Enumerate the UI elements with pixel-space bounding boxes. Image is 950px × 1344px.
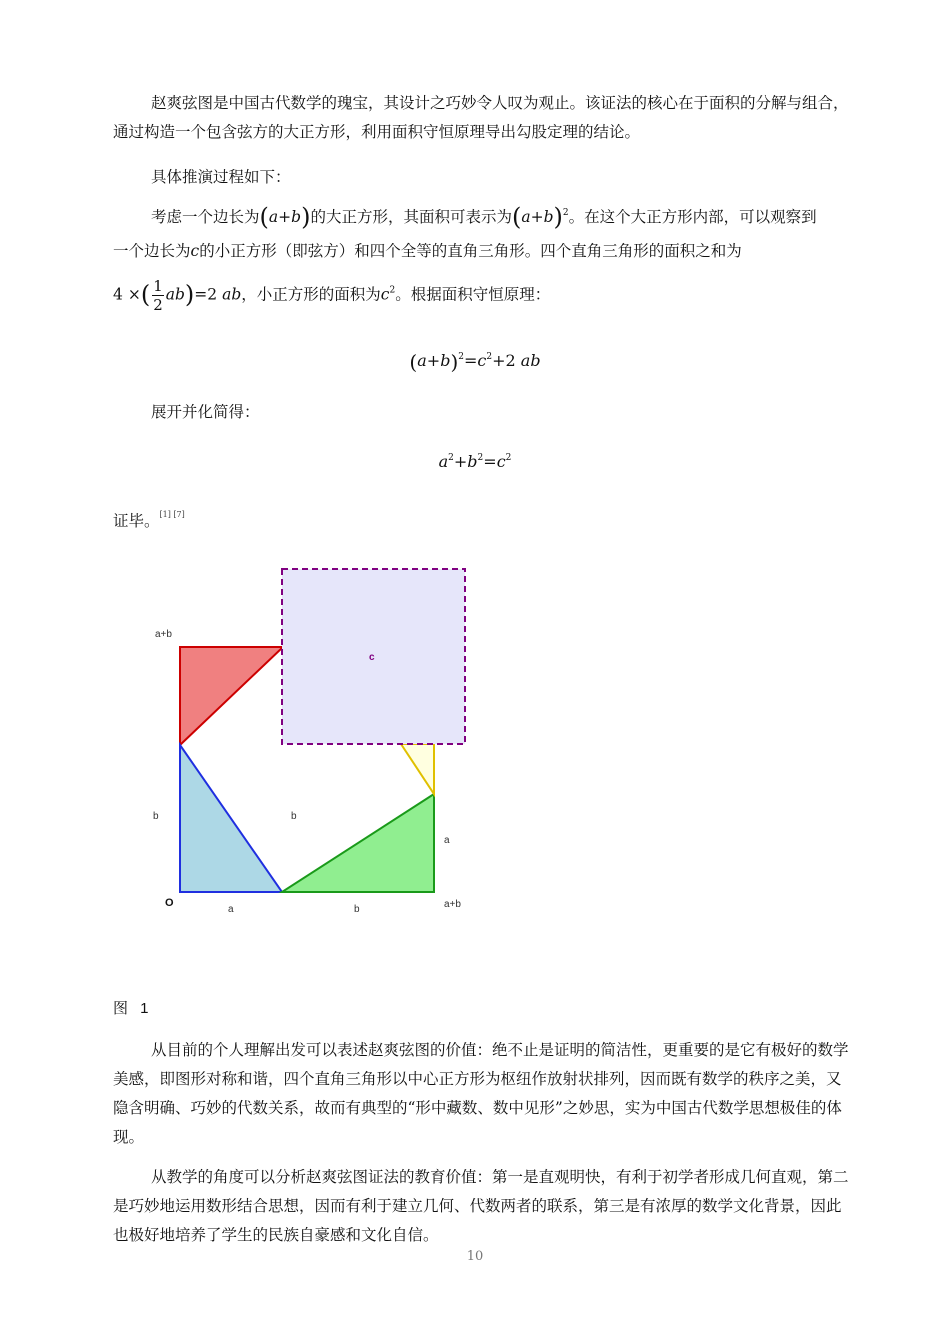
text-segment: 。在这个大正方形内部，可以观察到 <box>568 208 817 226</box>
paragraph-education: 从教学的角度可以分析赵爽弦图证法的教育价值：第一是直观明快，有利于初学者形成几何直观，第二是巧妙地运用数形结合思想，因而有利于建立几何、代数两者的联系，第三是有浓厚的数学文化背景，因此也极好地培养了学生的民族自豪感和文化自信。 <box>113 1168 849 1244</box>
math-var-ab: ab <box>222 285 242 304</box>
text-segment: 的小正方形（即弦方）和四个全等的直角三角形。四个直角三角形的面积之和为 <box>199 242 742 260</box>
paragraph-steps-heading: 具体推演过程如下： <box>151 168 291 186</box>
math-exponent: 2 <box>505 453 512 463</box>
math-var-ab: ab <box>165 285 185 304</box>
label-middle-b: b <box>291 811 297 822</box>
math-var-c: c <box>190 242 200 260</box>
label-left-side: b <box>153 811 159 822</box>
text-segment: 一个边长为 <box>113 242 191 260</box>
math-equals: = <box>463 351 478 370</box>
paragraph-qed <box>113 500 185 536</box>
math-var-a: a <box>438 452 449 471</box>
math-number: 2 <box>207 285 218 304</box>
math-var-b: b <box>291 208 302 226</box>
math-exponent: 2 <box>389 285 396 296</box>
label-bottom-a: a <box>228 904 234 915</box>
paragraph-simplify: 展开并化简得： <box>151 403 260 421</box>
math-var-c: c <box>496 452 506 471</box>
math-plus: + <box>426 351 441 370</box>
label-origin: O <box>165 897 174 909</box>
paragraph-intro: 赵爽弦图是中国古代数学的瑰宝，其设计之巧妙令人叹为观止。该证法的核心在于面积的分解与组合，通过构造一个包含弦方的大正方形，利用面积守恒原理导出勾股定理的结论。 <box>113 94 849 141</box>
label-bottom-right: a+b <box>444 899 461 910</box>
math-exponent: 2 <box>448 453 454 463</box>
label-right-side: a <box>444 835 450 846</box>
math-plus: + <box>278 208 292 226</box>
paragraph-derivation-line3: 4 ×( $\frac{1}{2}$ ab)=2 ab，小正方形的面积为$c^2$。根据面积守恒原理： <box>113 277 551 314</box>
math-var-c: c <box>380 285 390 304</box>
math-number: 2 <box>505 351 516 370</box>
paragraph-value: 从目前的个人理解出发可以表述赵爽弦图的价值：绝不止是证明的简洁性，更重要的是它有极好的数学美感，即图形对称和谐，四个直角三角形以中心正方形为枢纽作放射状排列，因而既有数学的秩序之美，又隐含明确、巧妙的代数关系，故而有典型的“形中藏数、数中见形”之妙思，实为中国古代数学思想极佳的体现。 <box>113 1041 849 1146</box>
text-segment: ，小正方形的面积为 <box>241 285 381 304</box>
math-plus: + <box>492 351 506 370</box>
label-top-left: a+b <box>155 629 172 640</box>
math-times: × <box>127 285 141 304</box>
math-exponent: 2 <box>486 352 493 362</box>
citation-refs: [1] [7] <box>159 510 185 519</box>
math-var-a: a <box>417 351 427 370</box>
equation-area-identity: $(a+b)^2=c^2+2$ ab <box>409 350 541 374</box>
math-exponent: 2 <box>562 208 569 218</box>
label-bottom-b: b <box>354 904 360 915</box>
math-var-a: a <box>521 208 531 226</box>
math-exponent: 2 <box>477 453 484 463</box>
math-equals: = <box>194 285 208 304</box>
text-segment: 证毕。 <box>113 512 160 530</box>
math-var-b: b <box>467 452 478 471</box>
paragraph-derivation-line2 <box>113 237 742 266</box>
math-var-ab: ab <box>520 351 541 370</box>
math-var-b: b <box>543 208 554 226</box>
math-exponent: 2 <box>458 352 464 362</box>
math-plus: + <box>453 452 468 471</box>
math-var-a: a <box>268 208 279 226</box>
paragraph-derivation-line1: 考虑一个边长为(a+b)的大正方形，其面积可表示为$(a+b)^2$。在这个大正方形内部，可以观察到 <box>151 203 817 231</box>
text-segment: 考虑一个边长为 <box>151 208 260 226</box>
label-center-c: c <box>369 652 375 663</box>
text-segment: 。根据面积守恒原理： <box>395 285 551 304</box>
page-number: 10 <box>466 1249 484 1264</box>
math-var-c: c <box>477 351 487 370</box>
equation-pythagorean <box>0 452 950 471</box>
fraction-denominator: 2 <box>153 296 163 314</box>
math-var-b: b <box>440 351 451 370</box>
fraction-numerator: 1 <box>153 277 163 295</box>
figure-caption: 图 1 <box>113 1000 153 1017</box>
math-plus: + <box>530 208 544 226</box>
text-segment: 的大正方形，其面积可表示为 <box>310 208 512 226</box>
math-number: 4 <box>113 285 123 304</box>
math-equals: = <box>483 452 497 471</box>
figure-zhao-shuang-diagram <box>113 558 513 938</box>
math-fraction <box>152 277 164 314</box>
